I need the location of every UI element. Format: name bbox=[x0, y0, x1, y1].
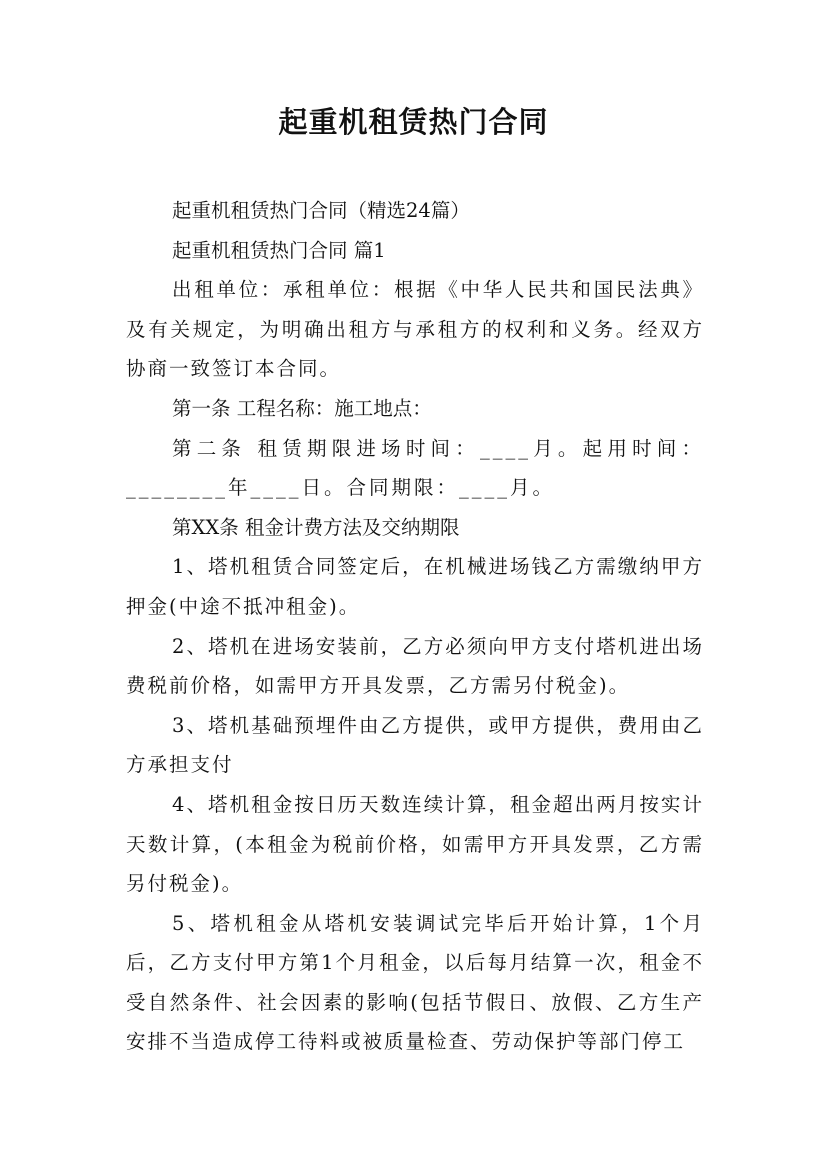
paragraph-article-2: 第二条 租赁期限进场时间：____月。起用时间：________年____日。合同期限：____月。 bbox=[126, 436, 704, 500]
paragraph-item-3: 3、塔机基础预埋件由乙方提供，或甲方提供，费用由乙方承担支付 bbox=[126, 713, 704, 777]
paragraph-item-2: 2、塔机在进场安装前，乙方必须向甲方支付塔机进出场费税前价格，如需甲方开具发票，乙方需另付税金)。 bbox=[126, 634, 704, 698]
paragraph-section-heading: 起重机租赁热门合同 篇1 bbox=[172, 238, 386, 262]
paragraph-item-1: 1、塔机租赁合同签定后，在机械进场钱乙方需缴纳甲方押金(中途不抵冲租金)。 bbox=[126, 555, 704, 618]
paragraph-intro: 出租单位：承租单位：根据《中华人民共和国民法典》及有关规定，为明确出租方与承租方的权利和义务。经双方协商一致签订本合同。 bbox=[126, 278, 704, 381]
paragraph-subtitle: 起重机租赁热门合同（精选24篇） bbox=[172, 199, 470, 222]
document-title: 起重机租赁热门合同 bbox=[278, 105, 549, 139]
paragraph-article-xx: 第XX条 租金计费方法及交纳期限 bbox=[172, 515, 460, 539]
paragraph-item-5: 5、塔机租金从塔机安装调试完毕后开始计算，1个月后，乙方支付甲方第1个月租金，以后每月结算一次，租金不受自然条件、社会因素的影响(包括节假日、放假、乙方生产安排不当造成停工待料或被质量检查、劳动保护等部门停工 bbox=[126, 911, 704, 1054]
paragraph-article-1: 第一条 工程名称：施工地点： bbox=[172, 396, 432, 420]
document-body bbox=[126, 191, 704, 1062]
paragraph-item-4: 4、塔机租金按日历天数连续计算，租金超出两月按实计天数计算，(本租金为税前价格，如需甲方开具发票，乙方需另付税金)。 bbox=[126, 792, 704, 896]
